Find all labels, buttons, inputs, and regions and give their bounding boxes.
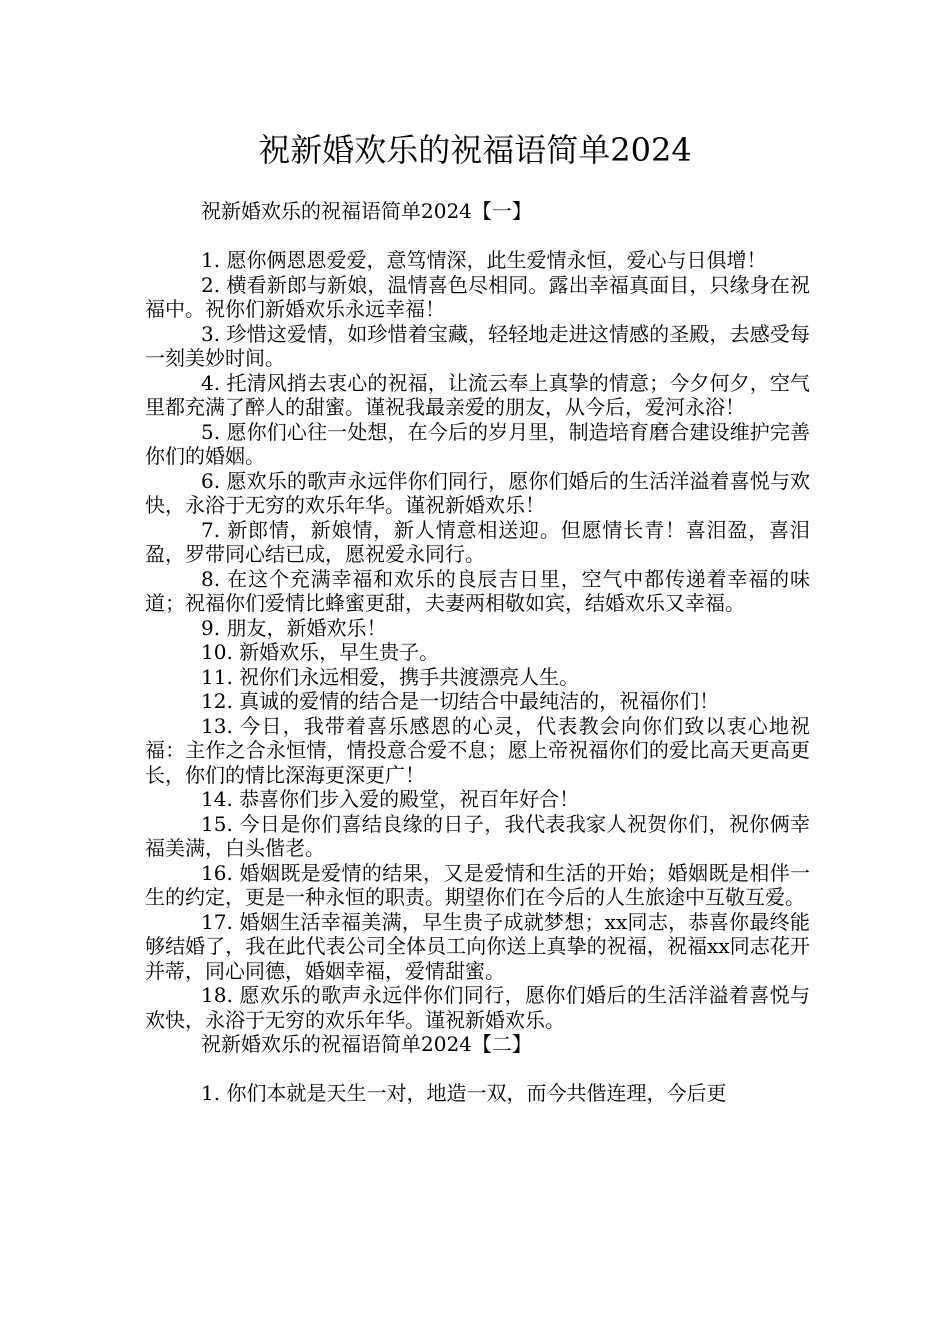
wish-item-4: 4. 托清风捎去衷心的祝福，让流云奉上真挚的情意；今夕何夕，空气里都充满了醉人的甜蜜。谨祝我最亲爱的朋友，从今后，爱河永浴！ (145, 370, 810, 419)
document-body (145, 199, 810, 1106)
blank-line (145, 224, 810, 249)
wish-item-11: 11. 祝你们永远相爱，携手共渡漂亮人生。 (201, 664, 580, 689)
wish-item-18: 18. 愿欢乐的歌声永远伴你们同行，愿你们婚后的生活洋溢着喜悦与欢快，永浴于无穷的欢乐年华。谨祝新婚欢乐。 (145, 983, 810, 1032)
wish-item-2-1: 1. 你们本就是天生一对，地造一双，而今共偕连理，今后更 (201, 1081, 727, 1105)
wish-item-13: 13. 今日，我带着喜乐感恩的心灵，代表教会向你们致以衷心地祝福：主作之合永恒情，情投意合爱不息；愿上帝祝福你们的爱比高天更高更长，你们的情比深海更深更广！ (145, 713, 810, 787)
wish-item-17: 17. 婚姻生活幸福美满，早生贵子成就梦想；xx同志，恭喜你最终能够结婚了，我在此代表公司全体员工向你送上真挚的祝福，祝福xx同志花开并蒂，同心同德，婚姻幸福，爱情甜蜜。 (145, 909, 810, 983)
document-title: 祝新婚欢乐的祝福语简单2024 (258, 131, 692, 169)
section-heading-2: 祝新婚欢乐的祝福语简单2024【二】 (201, 1032, 532, 1056)
wish-item-3: 3. 珍惜这爱情，如珍惜着宝藏，轻轻地走进这情感的圣殿，去感受每一刻美妙时间。 (145, 321, 810, 370)
wish-item-14: 14. 恭喜你们步入爱的殿堂，祝百年好合！ (201, 787, 580, 811)
wish-item-2: 2. 横看新郎与新娘，温情喜色尽相同。露出幸福真面目，只缘身在祝福中。祝你们新婚欢乐永远幸福！ (145, 272, 810, 321)
wish-item-15: 15. 今日是你们喜结良缘的日子，我代表我家人祝贺你们，祝你俩幸福美满，白头偕老。 (145, 811, 810, 860)
wish-item-12: 12. 真诚的爱情的结合是一切结合中最纯洁的，祝福你们！ (201, 689, 720, 713)
wish-item-16: 16. 婚姻既是爱情的结果，又是爱情和生活的开始；婚姻既是相伴一生的约定，更是一种永恒的职责。期望你们在今后的人生旅途中互敬互爱。 (145, 860, 810, 909)
wish-item-7: 7. 新郎情，新娘情，新人情意相送迎。但愿情长青！喜泪盈，喜泪盈，罗带同心结已成，愿祝爱永同行。 (145, 517, 810, 566)
wish-item-6: 6. 愿欢乐的歌声永远伴你们同行，愿你们婚后的生活洋溢着喜悦与欢快，永浴于无穷的欢乐年华。谨祝新婚欢乐！ (145, 468, 810, 517)
wish-item-8: 8. 在这个充满幸福和欢乐的良辰吉日里，空气中都传递着幸福的味道；祝福你们爱情比蜂蜜更甜，夫妻两相敬如宾，结婚欢乐又幸福。 (145, 566, 810, 615)
wish-item-9: 9. 朋友，新婚欢乐！ (201, 615, 387, 640)
wish-item-10: 10. 新婚欢乐，早生贵子。 (201, 640, 440, 664)
section-heading-1: 祝新婚欢乐的祝福语简单2024【一】 (201, 199, 532, 223)
blank-line (145, 1057, 810, 1082)
wish-item-5: 5. 愿你们心往一处想，在今后的岁月里，制造培育磨合建设维护完善你们的婚姻。 (145, 419, 810, 468)
wish-item-1: 1. 愿你俩恩恩爱爱，意笃情深，此生爱情永恒，爱心与日俱增！ (201, 248, 767, 272)
